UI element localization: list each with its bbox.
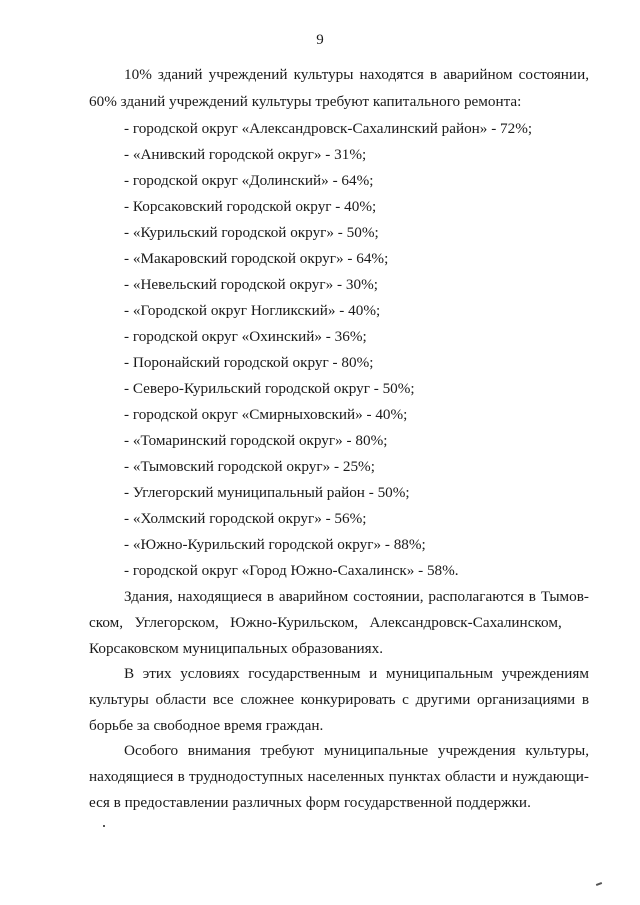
para3-line-1: Особого внимания требуют муниципальные учреждения культуры, <box>124 742 589 759</box>
district-item: - Углегорский муниципальный район - 50%; <box>124 484 410 501</box>
intro-line-1: 10% зданий учреждений культуры находятся в аварийном состоянии, <box>124 66 589 83</box>
district-item: - «Тымовский городской округ» - 25%; <box>124 458 375 475</box>
scan-speck <box>596 882 602 886</box>
district-item: - городской округ «Город Южно-Сахалинск» - 58%. <box>124 562 459 579</box>
district-item: - «Курильский городской округ» - 50%; <box>124 224 379 241</box>
district-item: - «Анивский городской округ» - 31%; <box>124 146 367 163</box>
district-item: - городской округ «Александровск-Сахалинский район» - 72%; <box>124 120 533 137</box>
district-item: - «Невельский городской округ» - 30%; <box>124 276 378 293</box>
district-item: - городской округ «Долинский» - 64%; <box>124 172 374 189</box>
para1-line-3: Корсаковском муниципальных образованиях. <box>89 640 384 657</box>
para3-line-2: находящиеся в труднодоступных населенных пунктах области и нуждающи- <box>89 768 589 785</box>
district-item: - «Макаровский городской округ» - 64%; <box>124 250 389 267</box>
para2-line-1: В этих условиях государственным и муниципальным учреждениям <box>124 665 589 682</box>
district-item: - городской округ «Смирныховский» - 40%; <box>124 406 408 423</box>
para2-line-3: борьбе за свободное время граждан. <box>89 717 324 734</box>
intro-line-2: 60% зданий учреждений культуры требуют капитального ремонта: <box>89 93 522 110</box>
scan-speck <box>103 825 105 827</box>
district-item: - городской округ «Охинский» - 36%; <box>124 328 367 345</box>
para2-line-2: культуры области все сложнее конкурировать с другими организациями в <box>89 691 589 708</box>
district-item: - Корсаковский городской округ - 40%; <box>124 198 377 215</box>
district-item: - «Южно-Курильский городской округ» - 88%; <box>124 536 426 553</box>
district-item: - Северо-Курильский городской округ - 50%; <box>124 380 415 397</box>
district-item: - Поронайский городской округ - 80%; <box>124 354 374 371</box>
para1-line-2: ском, Углегорском, Южно-Курильском, Александровск-Сахалинском, <box>89 614 562 631</box>
page-number: 9 <box>316 32 324 48</box>
district-item: - «Холмский городской округ» - 56%; <box>124 510 367 527</box>
district-item: - «Городской округ Ногликский» - 40%; <box>124 302 381 319</box>
district-item: - «Томаринский городской округ» - 80%; <box>124 432 388 449</box>
para3-line-3: еся в предоставлении различных форм государственной поддержки. <box>89 794 531 811</box>
para1-line-1: Здания, находящиеся в аварийном состоянии, располагаются в Тымов- <box>124 588 589 605</box>
